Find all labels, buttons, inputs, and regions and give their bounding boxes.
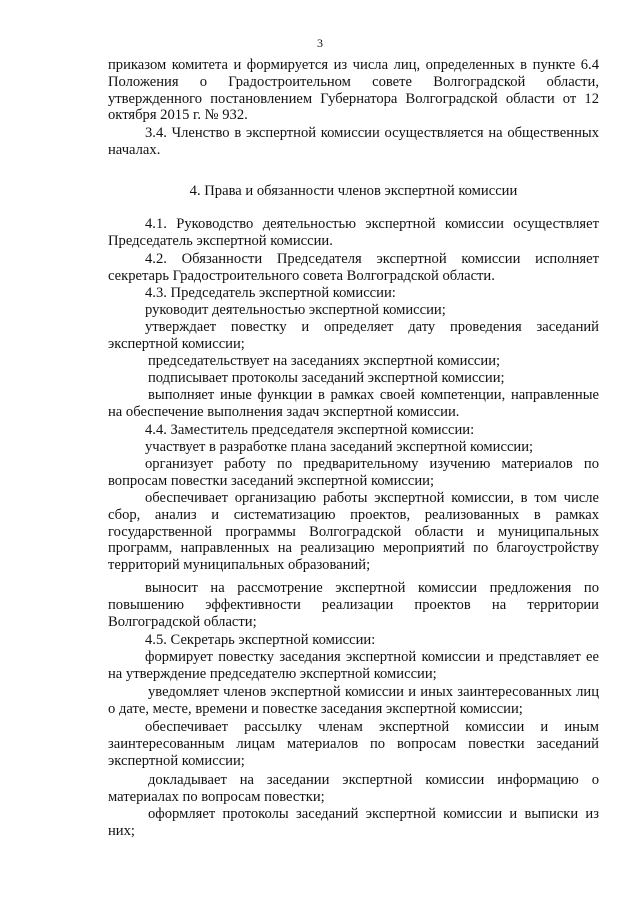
secretary-duty-item: формирует повестку заседания экспертной комиссии и представляет ее на утверждение председателю экспертной комиссии;	[108, 649, 599, 682]
deputy-duty-item: участвует в разработке плана заседаний экспертной комиссии;	[145, 439, 534, 455]
paragraph-4-4: 4.4. Заместитель председателя экспертной комиссии:	[145, 422, 475, 438]
paragraph-3-4: 3.4. Членство в экспертной комиссии осуществляется на общественных началах.	[108, 125, 599, 158]
paragraph-4-3: 4.3. Председатель экспертной комиссии:	[145, 285, 396, 301]
paragraph-4-2: 4.2. Обязанности Председателя экспертной комиссии исполняет секретарь Градостроительного совета Волгоградской области.	[108, 251, 599, 284]
secretary-duty-item: уведомляет членов экспертной комиссии и иных заинтересованных лиц о дате, месте, времени и повестке заседания экспертной комиссии;	[108, 684, 599, 717]
intro-paragraph: приказом комитета и формируется из числа лиц, определенных в пункте 6.4 Положения о Градостроительном совете Волгоградской области, утвержденного постановлением Губернатора Волгоградской области от 12 октября 2015 г. № 932.	[108, 57, 599, 124]
chair-duty-item: председательствует на заседаниях экспертной комиссии;	[148, 353, 501, 369]
deputy-duty-item: обеспечивает организацию работы экспертной комиссии, в том числе сбор, анализ и систематизацию проектов, реализованных в рамках государственной программы Волгоградской области и муниципальных программ, направленных на реализацию мероприятий по благоустройству территорий муниципальных образований;	[108, 490, 599, 574]
chair-duty-item: подписывает протоколы заседаний экспертной комиссии;	[148, 370, 505, 386]
page-number: 3	[317, 36, 323, 50]
chair-duty-item: руководит деятельностью экспертной комиссии;	[145, 302, 446, 318]
section-4-heading: 4. Права и обязанности членов экспертной комиссии	[189, 183, 518, 199]
paragraph-4-5: 4.5. Секретарь экспертной комиссии:	[145, 632, 376, 648]
chair-duty-item: утверждает повестку и определяет дату проведения заседаний экспертной комиссии;	[108, 319, 599, 352]
deputy-duty-item: выносит на рассмотрение экспертной комиссии предложения по повышению эффективности реализации проектов на территории Волгоградской области;	[108, 580, 599, 630]
chair-duty-item: выполняет иные функции в рамках своей компетенции, направленные на обеспечение выполнения задач экспертной комиссии.	[108, 387, 599, 420]
secretary-duty-item: оформляет протоколы заседаний экспертной комиссии и выписки из них;	[108, 806, 599, 839]
secretary-duty-item: докладывает на заседании экспертной комиссии информацию о материалах по вопросам повестки;	[108, 772, 599, 805]
paragraph-4-1: 4.1. Руководство деятельностью экспертной комиссии осуществляет Председатель экспертной комиссии.	[108, 216, 599, 249]
secretary-duty-item: обеспечивает рассылку членам экспертной комиссии и иным заинтересованным лицам материалов по вопросам повестки заседаний экспертной комиссии;	[108, 719, 599, 769]
deputy-duty-item: организует работу по предварительному изучению материалов по вопросам повестки заседаний экспертной комиссии;	[108, 456, 599, 489]
